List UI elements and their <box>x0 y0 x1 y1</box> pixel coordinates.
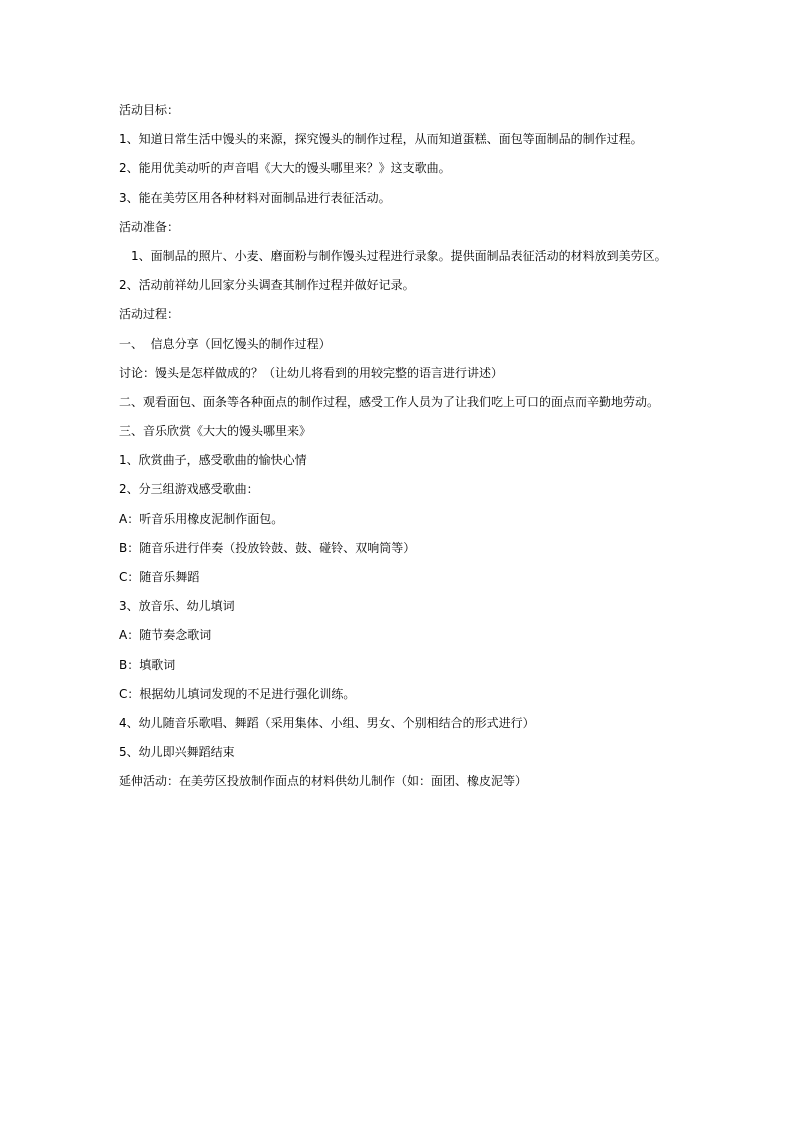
section-heading-process: 活动过程： <box>119 307 180 322</box>
paragraph: C：根据幼儿填词发现的不足进行强化训练。 <box>119 686 356 701</box>
paragraph: B：随音乐进行伴奏（投放铃鼓、鼓、碰铃、双响筒等） <box>119 540 416 555</box>
paragraph: 3、能在美劳区用各种材料对面制品进行表征活动。 <box>119 190 391 205</box>
paragraph: A：听音乐用橡皮泥制作面包。 <box>119 511 284 526</box>
paragraph: B：填歌词 <box>119 657 176 672</box>
paragraph: 延伸活动：在美劳区投放制作面点的材料供幼儿制作（如：面团、橡皮泥等） <box>119 774 528 789</box>
paragraph: 1、欣赏曲子，感受歌曲的愉快心情 <box>119 453 307 468</box>
paragraph: 2、活动前祥幼儿回家分头调查其制作过程并做好记录。 <box>119 278 415 293</box>
paragraph: 2、分三组游戏感受歌曲： <box>119 482 259 497</box>
section-heading-goals: 活动目标： <box>119 103 180 117</box>
paragraph: 三、音乐欣赏《大大的馒头哪里来》 <box>119 424 312 439</box>
paragraph: 4、幼儿随音乐歌唱、舞蹈（采用集体、小组、男女、个别相结合的形式进行） <box>119 715 535 730</box>
paragraph: 2、能用优美动听的声音唱《大大的馒头哪里来？》这支歌曲。 <box>119 161 451 176</box>
paragraph: 一、 信息分享（回忆馒头的制作过程） <box>119 336 331 351</box>
document-body <box>119 100 679 801</box>
paragraph: 5、幼儿即兴舞蹈结束 <box>119 745 235 760</box>
paragraph: 1、知道日常生活中馒头的来源，探究馒头的制作过程，从而知道蛋糕、面包等面制品的制作过程。 <box>119 132 643 147</box>
paragraph: 1、面制品的照片、小麦、磨面粉与制作馒头过程进行录象。提供面制品表征活动的材料放到美劳区。 <box>131 248 667 263</box>
paragraph: A：随节奏念歌词 <box>119 628 212 643</box>
paragraph: C：随音乐舞蹈 <box>119 570 200 584</box>
paragraph: 3、放音乐、幼儿填词 <box>119 599 235 614</box>
paragraph: 讨论：馒头是怎样做成的？（让幼儿将看到的用较完整的语言进行讲述） <box>119 365 504 380</box>
section-heading-preparation: 活动准备： <box>119 219 180 234</box>
paragraph: 二、观看面包、面条等各种面点的制作过程，感受工作人员为了让我们吃上可口的面点而辛勤地劳动。 <box>119 394 660 409</box>
